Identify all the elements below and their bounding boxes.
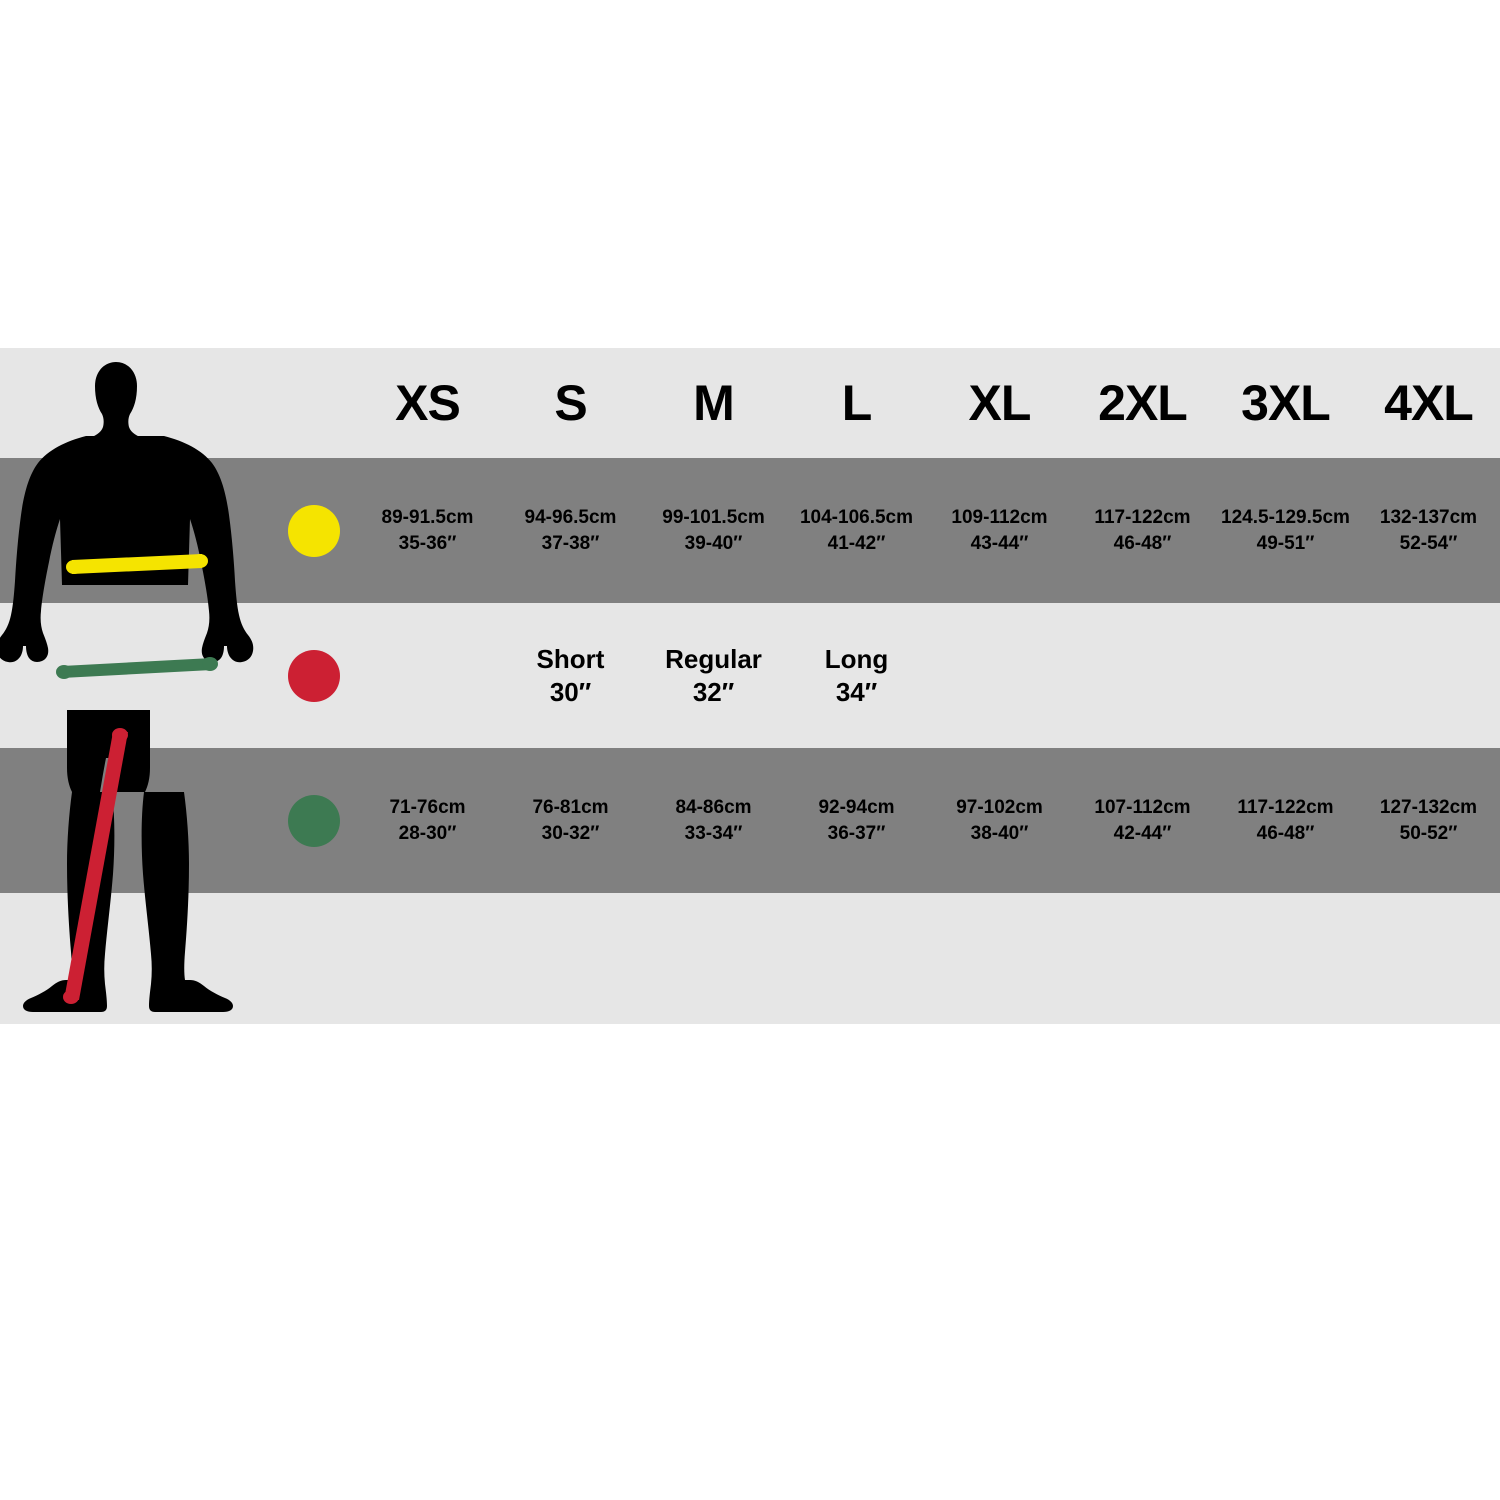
waist-cm: 97-102cm [956, 796, 1043, 818]
chest-cm: 89-91.5cm [381, 506, 474, 528]
chest-value-xs [356, 458, 499, 603]
chest-cm: 117-122cm [1094, 506, 1191, 528]
waist-in: 46-48″ [1256, 822, 1315, 844]
leg-value-4xl [1357, 603, 1500, 748]
header-size-s [499, 348, 642, 458]
waist-guide-icon [56, 657, 218, 679]
yellow-dot-icon [288, 505, 340, 557]
waist-value-m [642, 748, 785, 893]
chest-in: 35-36″ [398, 532, 457, 554]
footer-cell-xl [928, 893, 1071, 1024]
chest-cm: 132-137cm [1379, 506, 1478, 528]
chest-value-m [642, 458, 785, 603]
size-label: 3XL [1241, 375, 1330, 431]
waist-marker-cell [272, 748, 356, 893]
waist-value-xl [928, 748, 1071, 893]
header-size-l [785, 348, 928, 458]
size-chart [0, 348, 1500, 1024]
waist-value-l [785, 748, 928, 893]
leg-value-3xl [1214, 603, 1357, 748]
leg-fit: Regular [665, 644, 762, 674]
footer-cell-xs [356, 893, 499, 1024]
header-size-3xl [1214, 348, 1357, 458]
waist-cm: 92-94cm [818, 796, 895, 818]
size-label: XS [395, 375, 460, 431]
chest-cm: 104-106.5cm [799, 506, 914, 528]
waist-value-s [499, 748, 642, 893]
green-dot-icon [288, 795, 340, 847]
chest-cm: 99-101.5cm [662, 506, 765, 528]
figure-column [0, 348, 272, 1024]
chest-cm: 109-112cm [951, 506, 1048, 528]
leg-value-s [499, 603, 642, 748]
footer-cell-m [642, 893, 785, 1024]
header-marker-cell [272, 348, 356, 458]
header-size-xs [356, 348, 499, 458]
footer-cell-l [785, 893, 928, 1024]
chest-cm: 94-96.5cm [524, 506, 617, 528]
size-label: 4XL [1384, 375, 1473, 431]
table-row [272, 603, 1500, 748]
size-label: XL [968, 375, 1031, 431]
male-silhouette-icon [0, 348, 272, 1024]
table-row [272, 458, 1500, 603]
size-label: L [841, 375, 872, 431]
waist-in: 33-34″ [684, 822, 743, 844]
waist-in: 30-32″ [541, 822, 600, 844]
size-label: S [554, 375, 587, 431]
footer-marker-cell [272, 893, 356, 1024]
leg-marker-cell [272, 603, 356, 748]
waist-cm: 127-132cm [1379, 796, 1478, 818]
waist-value-4xl [1357, 748, 1500, 893]
chest-in: 41-42″ [827, 532, 886, 554]
chest-value-3xl [1214, 458, 1357, 603]
table-header-row [272, 348, 1500, 458]
leg-in: 32″ [692, 676, 735, 707]
waist-in: 36-37″ [827, 822, 886, 844]
leg-fit: Long [824, 644, 889, 674]
red-dot-icon [288, 650, 340, 702]
size-label: 2XL [1098, 375, 1187, 431]
chest-in: 46-48″ [1113, 532, 1172, 554]
chest-value-2xl [1071, 458, 1214, 603]
size-table [272, 348, 1500, 1024]
header-size-4xl [1357, 348, 1500, 458]
leg-in: 34″ [835, 676, 878, 707]
waist-value-xs [356, 748, 499, 893]
waist-cm: 107-112cm [1094, 796, 1191, 818]
leg-in: 30″ [549, 676, 592, 707]
table-footer-row [272, 893, 1500, 1024]
leg-fit: Short [536, 644, 605, 674]
chest-value-l [785, 458, 928, 603]
chest-in: 43-44″ [970, 532, 1029, 554]
footer-cell-2xl [1071, 893, 1214, 1024]
leg-value-l [785, 603, 928, 748]
chest-cm: 124.5-129.5cm [1221, 506, 1350, 528]
header-size-m [642, 348, 785, 458]
waist-in: 28-30″ [398, 822, 457, 844]
waist-value-3xl [1214, 748, 1357, 893]
chest-in: 39-40″ [684, 532, 743, 554]
header-size-2xl [1071, 348, 1214, 458]
waist-cm: 76-81cm [532, 796, 609, 818]
waist-cm: 117-122cm [1237, 796, 1334, 818]
footer-cell-4xl [1357, 893, 1500, 1024]
waist-in: 42-44″ [1113, 822, 1172, 844]
chest-marker-cell [272, 458, 356, 603]
leg-value-2xl [1071, 603, 1214, 748]
chest-value-s [499, 458, 642, 603]
chest-in: 52-54″ [1399, 532, 1458, 554]
footer-cell-s [499, 893, 642, 1024]
leg-value-m [642, 603, 785, 748]
waist-in: 50-52″ [1399, 822, 1458, 844]
footer-cell-3xl [1214, 893, 1357, 1024]
header-size-xl [928, 348, 1071, 458]
waist-cm: 71-76cm [389, 796, 466, 818]
chest-in: 37-38″ [541, 532, 600, 554]
leg-value-xl [928, 603, 1071, 748]
size-label: M [693, 375, 734, 431]
leg-value-xs [356, 603, 499, 748]
chest-value-xl [928, 458, 1071, 603]
waist-in: 38-40″ [970, 822, 1029, 844]
chest-in: 49-51″ [1256, 532, 1315, 554]
chest-value-4xl [1357, 458, 1500, 603]
waist-value-2xl [1071, 748, 1214, 893]
waist-cm: 84-86cm [675, 796, 752, 818]
table-row [272, 748, 1500, 893]
